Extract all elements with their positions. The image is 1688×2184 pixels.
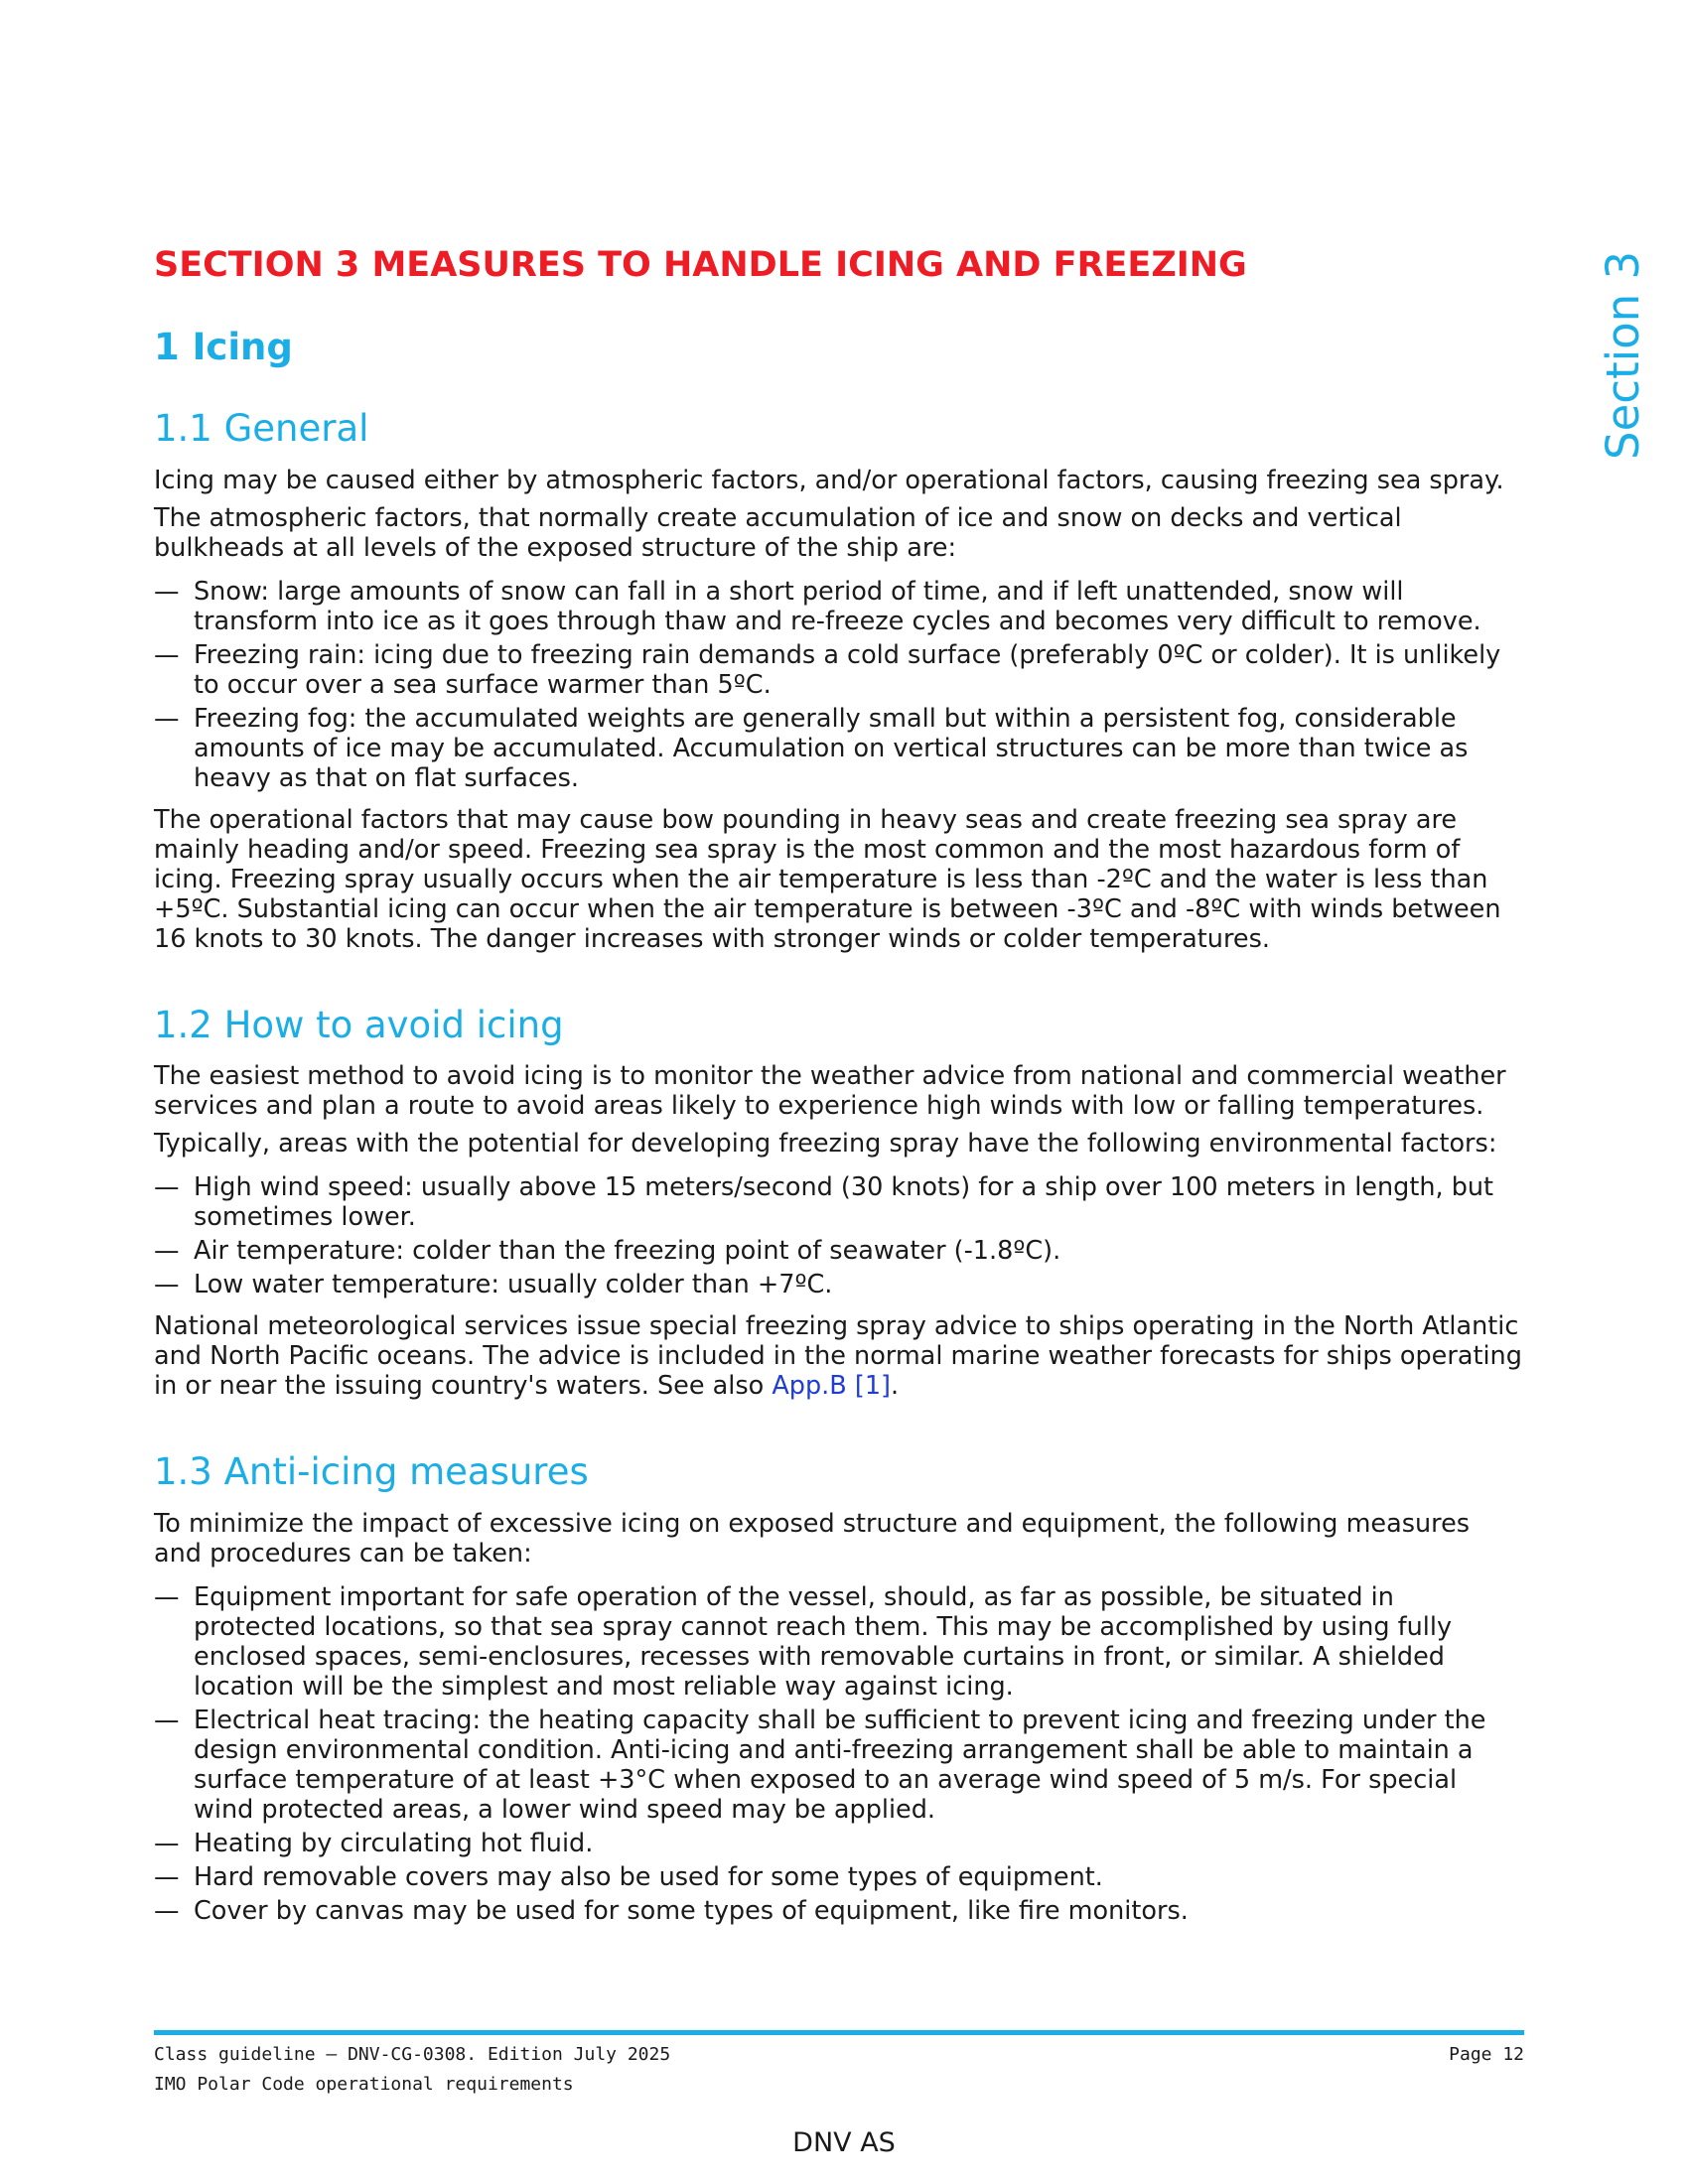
bullet-dash: —: [154, 703, 180, 734]
bullet-dash: —: [154, 1828, 180, 1858]
bullet-dash: —: [154, 576, 180, 607]
paragraph-end: .: [891, 1371, 900, 1402]
list-item-text: Freezing fog: the accumulated weights are generally small but within a persistent fog, considerable amounts of ice may be accumulated. Accumulation on vertical structures can be more than twice as heavy as that on flat surfaces.: [194, 703, 1469, 793]
list-item: [154, 1172, 1524, 1232]
bullet-dash: —: [154, 1895, 180, 1926]
page-content: [154, 244, 1524, 1938]
list-item-text: Heating by circulating hot fluid.: [194, 1828, 594, 1858]
list-item: [154, 640, 1524, 700]
list-item-text: Snow: large amounts of snow can fall in a short period of time, and if left unattended, snow will transform into ice as it goes through thaw and re-freeze cycles and becomes very difficult to remove.: [194, 576, 1481, 636]
heading-general: 1.1 General: [154, 407, 369, 451]
footer-divider: [154, 2030, 1524, 2035]
bullet-list-anti-icing: [154, 1582, 1524, 1926]
list-item: [154, 1896, 1524, 1926]
list-item-text: High wind speed: usually above 15 meters/second (30 knots) for a ship over 100 meters in length, but sometimes lower.: [194, 1172, 1494, 1233]
paragraph: Typically, areas with the potential for developing freezing spray have the following environmental factors:: [154, 1129, 1497, 1160]
list-item-text: Equipment important for safe operation of the vessel, should, as far as possible, be situated in protected locations, so that sea spray cannot reach them. This may be accomplished by using fully enclosed spaces, semi-enclosures, recesses with removable curtains in front, or similar. A shielded location will be the simplest and most reliable way against icing.: [194, 1581, 1453, 1702]
paragraph: The atmospheric factors, that normally create accumulation of ice and snow on decks and vertical bulkheads at all levels of the exposed structure of the ship are:: [154, 502, 1402, 563]
bullet-dash: —: [154, 1705, 180, 1735]
footer-guideline: Class guideline — DNV-CG-0308. Edition July 2025: [154, 2044, 671, 2065]
bullet-dash: —: [154, 1270, 180, 1300]
heading-anti-icing-measures: 1.3 Anti-icing measures: [154, 1450, 589, 1494]
paragraph: Icing may be caused either by atmospheric factors, and/or operational factors, causing freezing sea spray.: [154, 465, 1504, 495]
paragraph: The easiest method to avoid icing is to monitor the weather advice from national and commercial weather services and plan a route to avoid areas likely to experience high winds with low or falling temperatures.: [154, 1061, 1506, 1122]
paragraph: The operational factors that may cause bow pounding in heavy seas and create freezing sea spray are mainly heading and/or speed. Freezing sea spray is the most common and the most hazardous form of icing. Freezing spray usually occurs when the air temperature is less than -2ºC and the water is less than +5ºC. Substantial icing can occur when the air temperature is between -3ºC and -8ºC with winds between 16 knots to 30 knots. The danger increases with stronger winds or colder temperatures.: [154, 804, 1501, 954]
paragraph-text: National meteorological services issue special freezing spray advice to ships operating in the North Atlantic and North Pacific oceans. The advice is included in the normal marine weather forecasts for ships operating in or near the issuing country's waters. See also: [154, 1311, 1522, 1402]
heading-icing: 1 Icing: [154, 326, 293, 368]
list-item-text: Freezing rain: icing due to freezing rain demands a cold surface (preferably 0ºC or colder). It is unlikely to occur over a sea surface warmer than 5ºC.: [194, 639, 1501, 700]
list-item: [154, 577, 1524, 636]
list-item-text: Cover by canvas may be used for some types of equipment, like fire monitors.: [194, 1895, 1189, 1926]
section-title: SECTION 3 MEASURES TO HANDLE ICING AND FREEZING: [154, 245, 1247, 285]
list-item: [154, 1829, 1524, 1858]
paragraph: [154, 1311, 1524, 1401]
bullet-dash: —: [154, 1172, 180, 1203]
list-item: [154, 704, 1524, 793]
list-item: [154, 1862, 1524, 1892]
list-item-text: Electrical heat tracing: the heating capacity shall be sufficient to prevent icing and freezing under the design environmental condition. Anti-icing and anti-freezing arrangement shall be able to maintain a surface temperature of at least +3°C when exposed to an average wind speed of 5 m/s. For special wind protected areas, a lower wind speed may be applied.: [194, 1705, 1486, 1825]
footer-subtitle: IMO Polar Code operational requirements: [154, 2074, 574, 2095]
heading-how-to-avoid-icing: 1.2 How to avoid icing: [154, 1003, 564, 1046]
paragraph: To minimize the impact of excessive icing on exposed structure and equipment, the following measures and procedures can be taken:: [154, 1508, 1471, 1569]
bullet-dash: —: [154, 1581, 180, 1612]
list-item: [154, 1706, 1524, 1825]
company-name: DNV AS: [792, 2127, 896, 2158]
bullet-list-atmospheric-factors: [154, 577, 1524, 793]
list-item-text: Hard removable covers may also be used for some types of equipment.: [194, 1861, 1103, 1892]
footer-document-info: [154, 2040, 670, 2100]
list-item: [154, 1236, 1524, 1266]
list-item: [154, 1582, 1524, 1702]
bullet-list-environmental-factors: [154, 1172, 1524, 1299]
bullet-dash: —: [154, 1861, 180, 1892]
page-number: Page 12: [1449, 2044, 1524, 2065]
appendix-b-link[interactable]: App.B [1]: [772, 1371, 892, 1402]
section-side-tab: Section 3: [1597, 250, 1649, 460]
bullet-dash: —: [154, 1236, 180, 1267]
list-item-text: Low water temperature: usually colder than +7ºC.: [194, 1270, 833, 1300]
list-item: [154, 1270, 1524, 1299]
bullet-dash: —: [154, 639, 180, 670]
list-item-text: Air temperature: colder than the freezing point of seawater (-1.8ºC).: [194, 1236, 1061, 1267]
